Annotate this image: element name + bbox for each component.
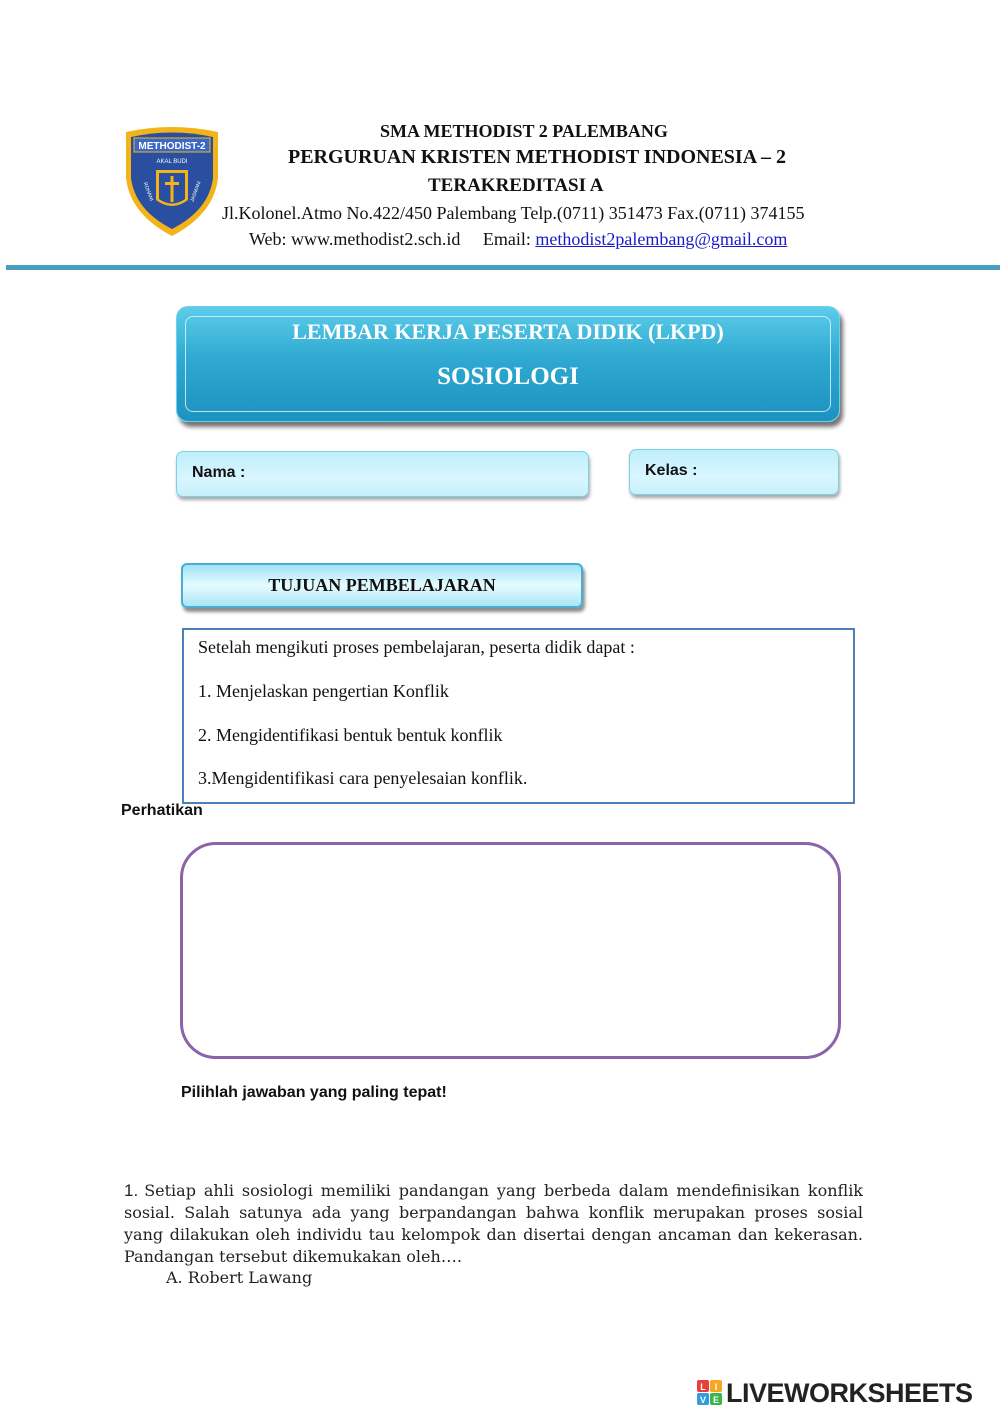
foundation-name: PERGURUAN KRISTEN METHODIST INDONESIA – 2 (288, 146, 787, 168)
header-divider (6, 265, 1000, 270)
contact-line (249, 229, 787, 250)
website-label: Web: www.methodist2.sch.id (249, 229, 461, 249)
perhatikan-label: Perhatikan (121, 802, 203, 819)
option-a[interactable]: A. Robert Lawang (166, 1268, 313, 1287)
logo-motto-right: JASMANI (189, 180, 203, 203)
logo-motto-top: AKAL BUDI (156, 159, 188, 165)
nama-field[interactable] (176, 451, 589, 497)
email-link[interactable]: methodist2palembang@gmail.com (535, 229, 788, 249)
svg-text:I: I (714, 1382, 718, 1392)
worksheet-title: LEMBAR KERJA PESERTA DIDIK (LKPD) (292, 319, 724, 344)
svg-text:V: V (699, 1395, 707, 1405)
email-label: Email: (482, 229, 531, 249)
logo-name: METHODIST-2 (138, 141, 206, 152)
objectives-box (182, 628, 855, 804)
objective-item: 1. Menjelaskan pengertian Konflik (198, 681, 449, 701)
title-banner (176, 306, 840, 422)
svg-text:E: E (712, 1395, 720, 1405)
school-logo (122, 126, 222, 238)
objective-item: 2. Mengidentifikasi bentuk bentuk konflik (198, 725, 503, 745)
liveworksheets-watermark (697, 1378, 973, 1408)
question-text: Setiap ahli sosiologi memiliki pandangan yang berbeda dalam mendefinisikan konflik sosial. Salah satunya ada yang berpandangan bahwa konflik merupakan proses sosial yang dilakukan oleh individu tau kelompok dan disertai dengan ancaman dan kekerasan. Pandangan tersebut dikemukakan oleh…. (124, 1181, 863, 1266)
svg-text:L: L (700, 1382, 706, 1392)
watermark-text: LIVEWORKSHEETS (726, 1377, 973, 1408)
accreditation: TERAKREDITASI A (428, 175, 604, 196)
objective-item: 3.Mengidentifikasi cara penyelesaian konflik. (198, 768, 528, 788)
objectives-heading: TUJUAN PEMBELAJARAN (181, 563, 583, 608)
question-number: 1. (124, 1181, 139, 1200)
instruction-text: Pilihlah jawaban yang paling tepat! (181, 1084, 447, 1101)
content-frame (180, 842, 841, 1059)
objectives-intro: Setelah mengikuti proses pembelajaran, peserta didik dapat : (198, 637, 635, 657)
question-1 (124, 1180, 863, 1268)
school-name: SMA METHODIST 2 PALEMBANG (380, 121, 668, 141)
kelas-label: Kelas : (645, 462, 698, 479)
liveworksheets-logo-icon (697, 1380, 723, 1406)
kelas-field[interactable] (629, 449, 839, 495)
logo-motto-left: ROHANI (141, 181, 155, 202)
nama-label: Nama : (192, 464, 246, 481)
subject-title: SOSIOLOGI (437, 363, 579, 390)
school-address: Jl.Kolonel.Atmo No.422/450 Palembang Telp.(0711) 351473 Fax.(0711) 374155 (222, 203, 805, 223)
